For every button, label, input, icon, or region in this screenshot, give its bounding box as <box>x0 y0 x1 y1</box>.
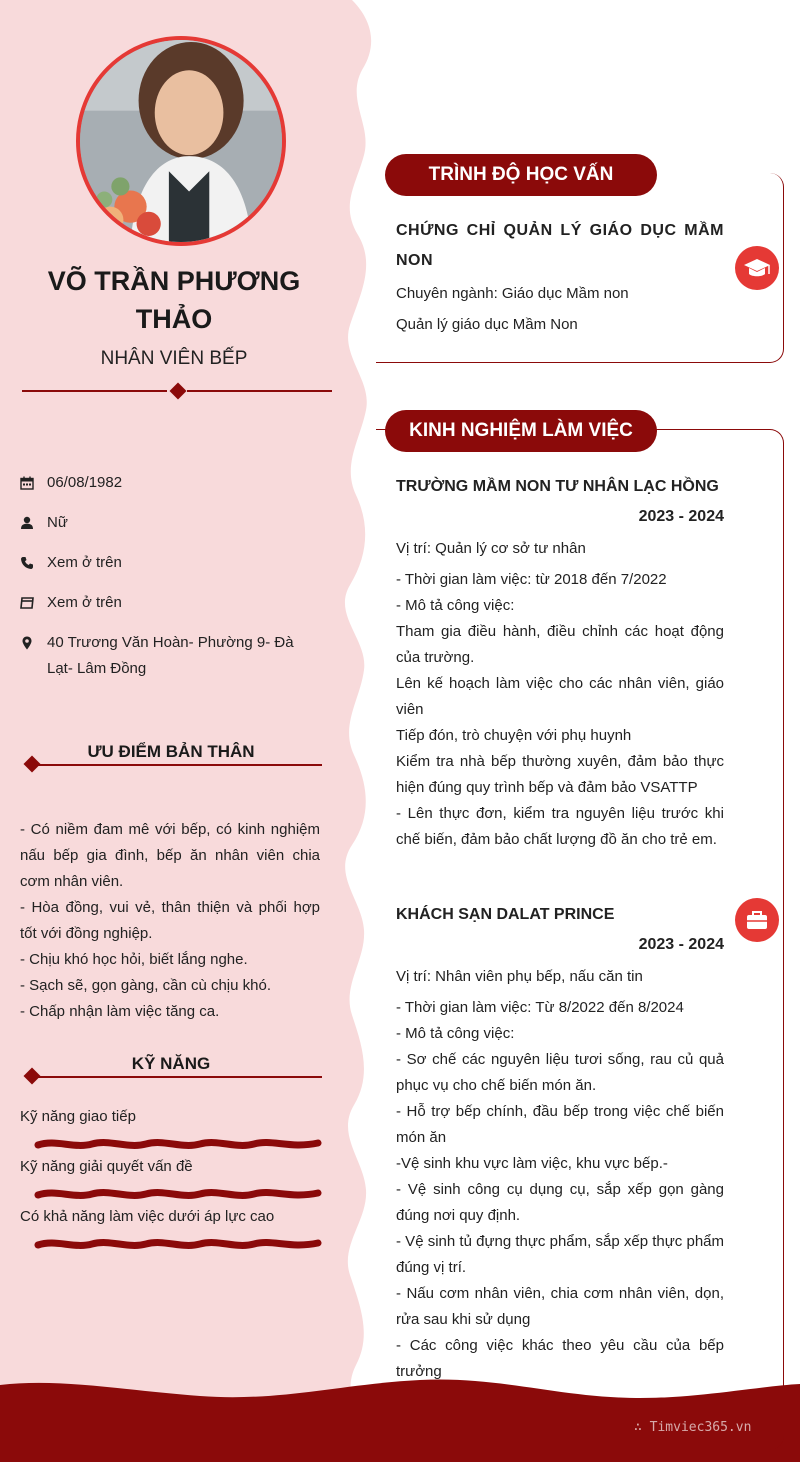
job-title: NHÂN VIÊN BẾP <box>100 348 248 369</box>
job-description <box>396 567 724 853</box>
job-line: - Thời gian làm việc: từ 2018 đến 7/2022 <box>396 571 667 588</box>
job-line: Tham gia điều hành, điều chỉnh các hoạt động của trường. <box>396 623 724 666</box>
strength-item: - Chịu khó học hỏi, biết lắng nghe. <box>20 951 248 968</box>
education-content <box>396 216 724 340</box>
strength-item: - Sạch sẽ, gọn gàng, cần cù chịu khó. <box>20 977 271 994</box>
name-divider <box>22 381 332 401</box>
experience-job-2 <box>396 902 724 1385</box>
info-text: Nữ <box>47 514 68 531</box>
job-line: - Thời gian làm việc: Từ 8/2022 đến 8/2024 <box>396 999 684 1016</box>
strength-item: - Hòa đồng, vui vẻ, thân thiện và phối hợp tốt với đồng nghiệp. <box>20 899 320 942</box>
avatar <box>76 36 286 246</box>
strengths-heading <box>20 742 322 780</box>
location-icon <box>20 636 34 650</box>
skill-name: Kỹ năng giải quyết vấn đề <box>20 1158 193 1175</box>
skills-title: KỸ NĂNG <box>131 1054 211 1073</box>
job-line: Kiểm tra nhà bếp thường xuyên, đảm bảo thực hiện đúng quy trình bếp và đảm bảo VSATTP <box>396 753 724 796</box>
job-line: - Các công việc khác theo yêu cầu của bếp trưởng <box>396 1337 724 1380</box>
info-address <box>20 630 320 682</box>
job-line: Lên kế hoạch làm việc cho các nhân viên, giáo viên <box>396 675 724 718</box>
info-birthdate <box>20 470 320 496</box>
info-text: Xem ở trên <box>47 594 122 611</box>
job-line: - Nấu cơm nhân viên, chia cơm nhân viên, dọn, rửa sau khi sử dụng <box>396 1285 724 1328</box>
strength-item: - Có niềm đam mê với bếp, có kinh nghiệm nấu bếp gia đình, bếp ăn nhân viên chia cơm nhân viên. <box>20 821 320 890</box>
email-icon <box>20 596 34 610</box>
skill-name: Có khả năng làm việc dưới áp lực cao <box>20 1208 275 1225</box>
user-icon <box>20 516 34 530</box>
job-line: - Mô tả công việc: <box>396 1025 515 1042</box>
info-gender <box>20 510 320 536</box>
education-line: Quản lý giáo dục Mầm Non <box>396 316 578 333</box>
education-heading: TRÌNH ĐỘ HỌC VẤN <box>385 154 657 196</box>
experience-heading: KINH NGHIỆM LÀM VIỆC <box>385 410 657 452</box>
job-position: Vị trí: Quản lý cơ sở tư nhân <box>396 540 586 557</box>
avatar-photo <box>80 40 282 242</box>
graduation-cap-icon <box>735 246 779 290</box>
skill-bar <box>34 1187 322 1201</box>
education-degree: CHỨNG CHỈ QUẢN LÝ GIÁO DỤC MẦM NON <box>396 222 724 269</box>
job-line: -Vệ sinh khu vực làm việc, khu vực bếp.- <box>396 1155 668 1172</box>
strengths-list <box>20 817 320 1025</box>
job-company: KHÁCH SẠN DALAT PRINCE <box>396 906 615 923</box>
phone-icon <box>20 556 34 570</box>
job-line: - Sơ chế các nguyên liệu tươi sống, rau củ quả phục vụ cho chế biến món ăn. <box>396 1051 724 1094</box>
info-text: Xem ở trên <box>47 554 122 571</box>
info-text: 40 Trương Văn Hoàn- Phường 9- Đà Lạt- Lâm Đồng <box>47 634 294 677</box>
job-line: - Vệ sinh công cụ dụng cụ, sắp xếp gọn gàng đúng nơi quy định. <box>396 1181 724 1224</box>
info-text: 06/08/1982 <box>47 474 123 491</box>
job-period: 2023 - 2024 <box>638 936 724 953</box>
skill-bar <box>34 1137 322 1151</box>
info-email <box>20 590 320 616</box>
experience-job-1 <box>396 474 724 853</box>
strength-item: - Chấp nhận làm việc tăng ca. <box>20 1003 220 1020</box>
skill-bar <box>34 1237 322 1251</box>
briefcase-icon <box>735 898 779 942</box>
calendar-icon <box>20 476 34 490</box>
job-company: TRƯỜNG MẦM NON TƯ NHÂN LẠC HỒNG <box>396 478 719 495</box>
job-line: - Vệ sinh tủ đựng thực phẩm, sắp xếp thực phẩm đúng vị trí. <box>396 1233 724 1276</box>
info-phone <box>20 550 320 576</box>
strengths-title: ƯU ĐIỂM BẢN THÂN <box>87 742 255 761</box>
skills-heading <box>20 1054 322 1092</box>
skill-name: Kỹ năng giao tiếp <box>20 1108 136 1125</box>
job-description <box>396 995 724 1385</box>
watermark-text: ∴ Timviec365.vn <box>634 1420 752 1435</box>
job-line: - Mô tả công việc: <box>396 597 515 614</box>
candidate-name: VÕ TRẦN PHƯƠNG THẢO <box>47 266 301 334</box>
education-line: Chuyên ngành: Giáo dục Mầm non <box>396 285 629 302</box>
job-position: Vị trí: Nhân viên phụ bếp, nấu căn tin <box>396 968 643 985</box>
job-line: - Hỗ trợ bếp chính, đầu bếp trong việc chế biến món ăn <box>396 1103 724 1146</box>
job-line: - Lên thực đơn, kiểm tra nguyên liệu trước khi chế biến, đảm bảo chất lượng đồ ăn cho trẻ em. <box>396 805 724 848</box>
job-line: Tiếp đón, trò chuyện với phụ huynh <box>396 727 632 744</box>
job-period: 2023 - 2024 <box>638 508 724 525</box>
